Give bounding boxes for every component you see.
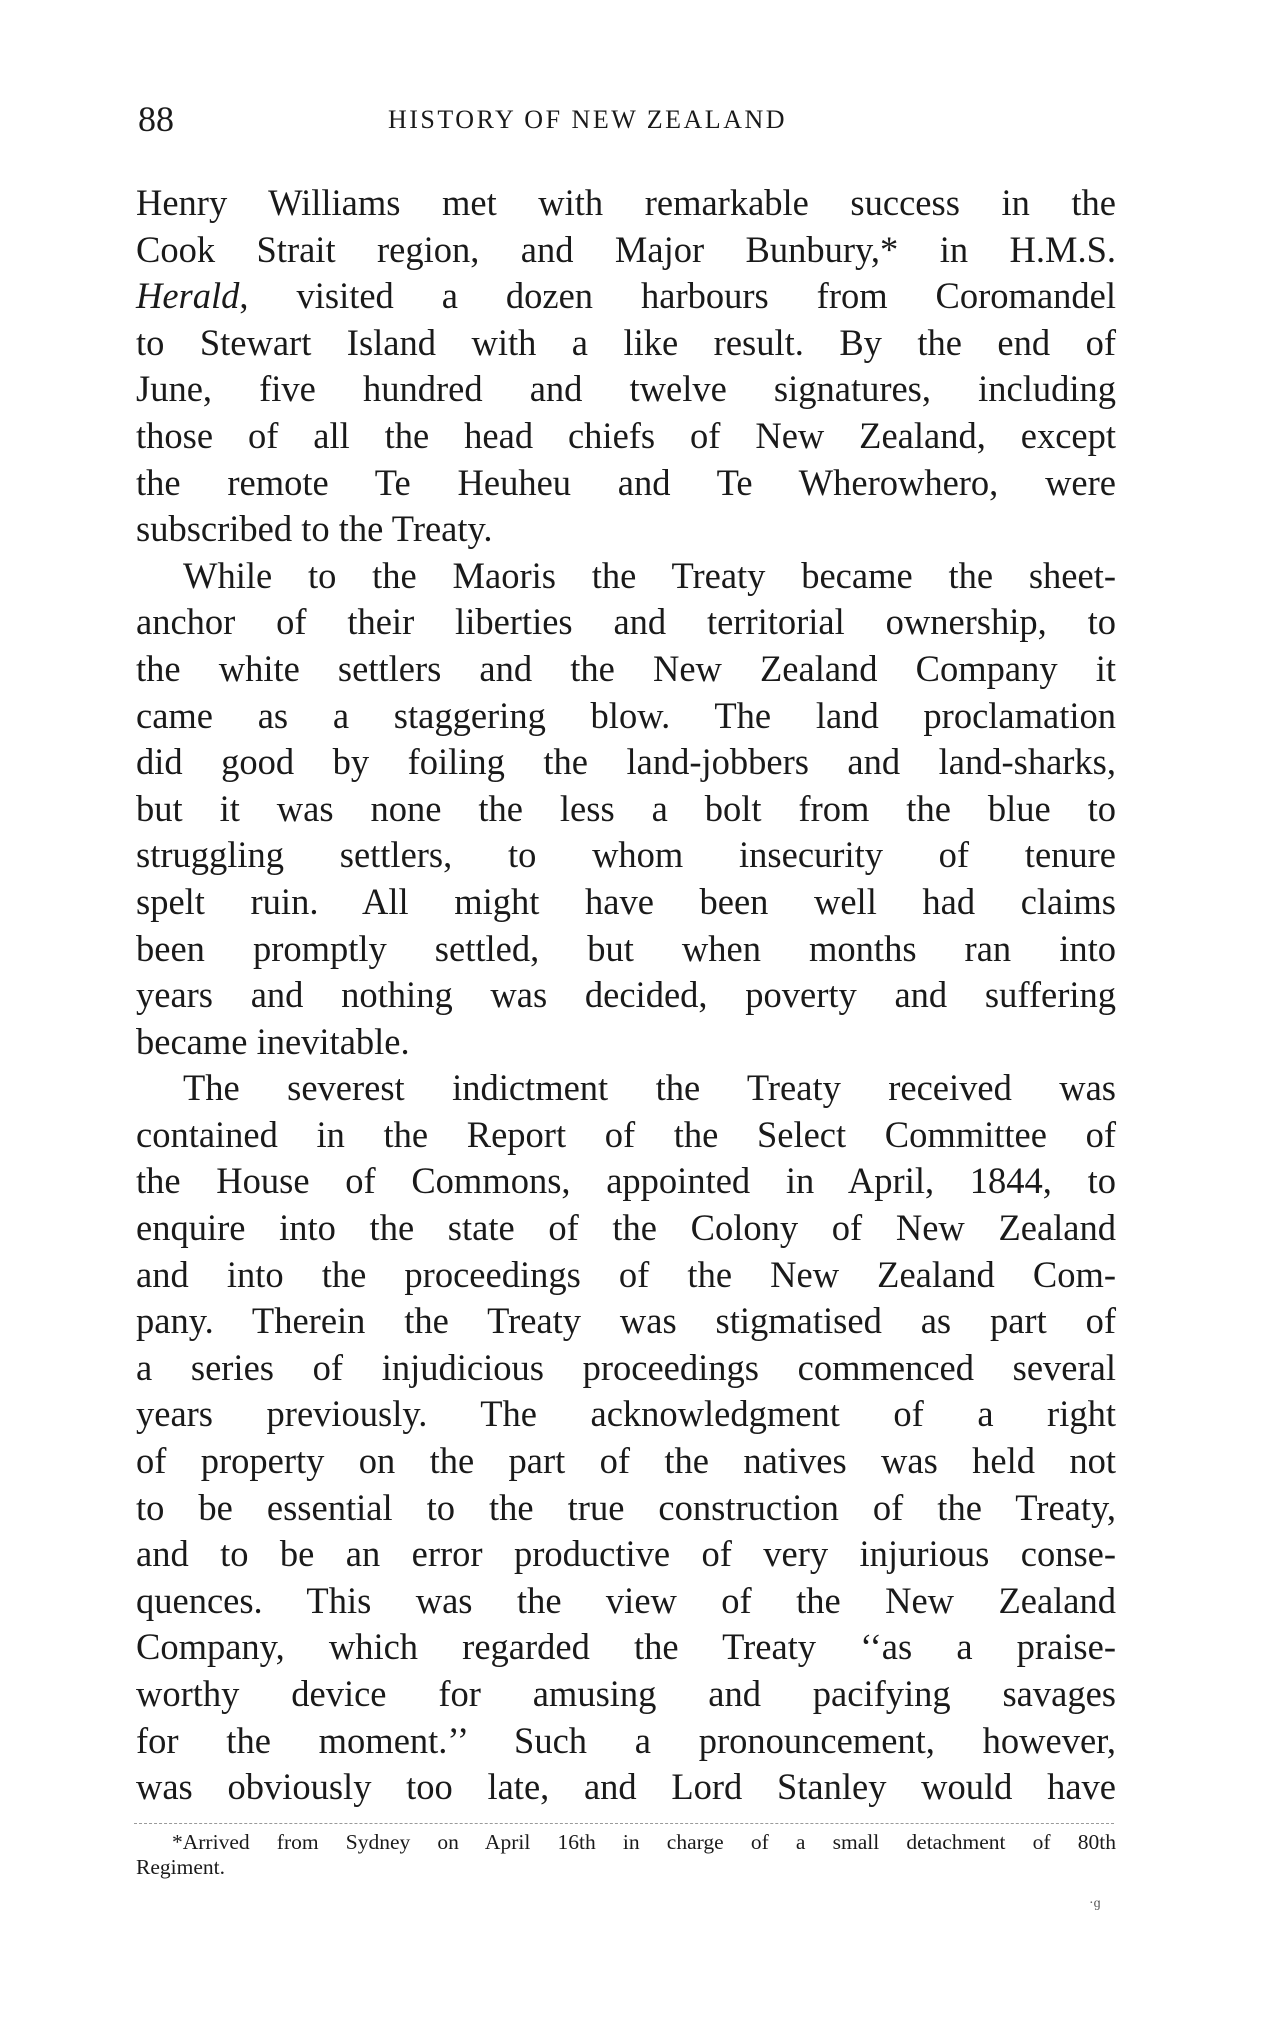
text-line: been promptly settled, but when months ran into <box>136 927 1116 969</box>
footnote-line: *Arrived from Sydney on April 16th in charge of a small detachment of 80th <box>172 1830 1116 1854</box>
text-line: those of all the head chiefs of New Zealand, except <box>136 414 1116 456</box>
text-line: and to be an error productive of very injurious conse- <box>136 1533 1116 1575</box>
text-line: the white settlers and the New Zealand Company it <box>136 647 1116 689</box>
text-line: The severest indictment the Treaty received was <box>183 1067 1116 1109</box>
paragraph <box>136 553 1116 1066</box>
text-line: a series of injudicious proceedings commenced several <box>136 1346 1116 1388</box>
text-line: of property on the part of the natives was held not <box>136 1440 1116 1482</box>
running-title: HISTORY OF NEW ZEALAND <box>388 105 788 134</box>
text-line: contained in the Report of the Select Committee of <box>136 1113 1116 1155</box>
text-line: Company, which regarded the Treaty ‘‘as a praise- <box>136 1626 1116 1668</box>
body-text <box>136 180 1116 1811</box>
page-number: 88 <box>138 99 174 139</box>
text-line: pany. Therein the Treaty was stigmatised as part of <box>136 1300 1116 1342</box>
stray-mark: ·ɡ <box>1089 1896 1101 1911</box>
text-line: but it was none the less a bolt from the blue to <box>136 787 1116 829</box>
text-line: for the moment.’’ Such a pronouncement, however, <box>136 1719 1116 1761</box>
text-line: came as a staggering blow. The land proclamation <box>136 694 1116 736</box>
text-line: Cook Strait region, and Major Bunbury,* in H.M.S. <box>136 228 1116 270</box>
text-line: June, five hundred and twelve signatures, including <box>136 368 1116 410</box>
text-line: and into the proceedings of the New Zealand Com- <box>136 1253 1116 1295</box>
text-line: became inevitable. <box>136 1020 410 1062</box>
text-line: spelt ruin. All might have been well had claims <box>136 880 1116 922</box>
footnote-rule <box>134 1823 1114 1824</box>
paragraph <box>136 1065 1116 1811</box>
text-line: quences. This was the view of the New Zealand <box>136 1579 1116 1621</box>
text-line: While to the Maoris the Treaty became the sheet- <box>183 554 1116 596</box>
ship-name: Herald <box>136 275 240 317</box>
running-head <box>138 96 1118 142</box>
text-line: Henry Williams met with remarkable success in the <box>136 182 1116 223</box>
footnote <box>136 1830 1116 1880</box>
text-line: the House of Commons, appointed in April, 1844, to <box>136 1160 1116 1202</box>
text-line: did good by foiling the land-jobbers and land-sharks, <box>136 741 1116 783</box>
text-line: worthy device for amusing and pacifying savages <box>136 1673 1116 1714</box>
text-line: enquire into the state of the Colony of New Zealand <box>136 1207 1116 1249</box>
text-line: struggling settlers, to whom insecurity of tenure <box>136 834 1116 876</box>
text-line: was obviously too late, and Lord Stanley would have <box>136 1766 1116 1808</box>
text-line: the remote Te Heuheu and Te Wherowhero, were <box>136 461 1116 503</box>
text-line: to Stewart Island with a like result. By the end of <box>136 321 1116 363</box>
text-line: years and nothing was decided, poverty and suffering <box>136 974 1116 1016</box>
text-line: subscribed to the Treaty. <box>136 508 493 550</box>
footnote-line: Regiment. <box>136 1855 225 1879</box>
paragraph <box>136 180 1116 553</box>
text-line: Herald, visited a dozen harbours from Coromandel <box>136 275 1116 317</box>
text-line: years previously. The acknowledgment of a right <box>136 1393 1116 1435</box>
text-line: anchor of their liberties and territorial ownership, to <box>136 601 1116 643</box>
text-line: to be essential to the true construction of the Treaty, <box>136 1486 1116 1528</box>
